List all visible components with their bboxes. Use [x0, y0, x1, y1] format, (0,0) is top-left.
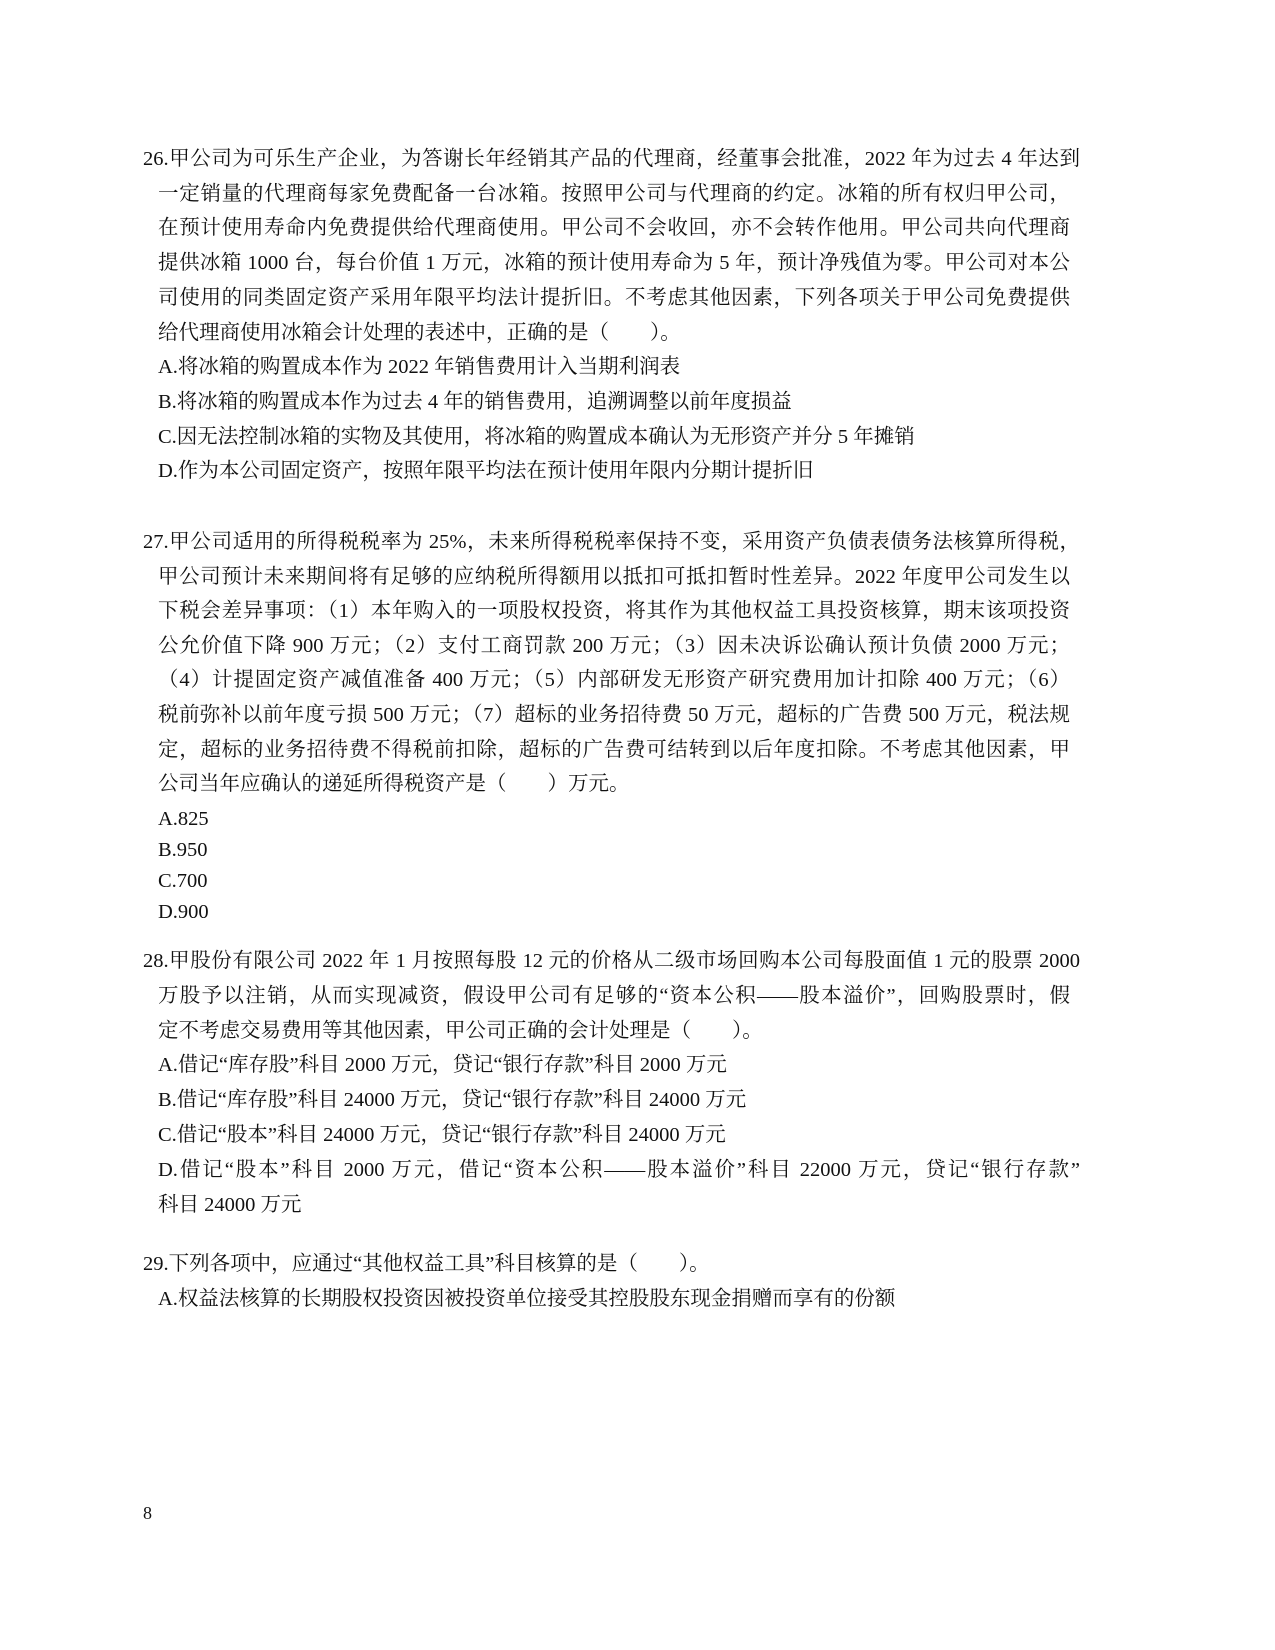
question-stem: 26.甲公司为可乐生产企业，为答谢长年经销其产品的代理商，经董事会批准，2022 年为过去 4 年达到	[143, 148, 1080, 170]
page-number: 8	[143, 1503, 152, 1523]
question-stem-line: 定不考虑交易费用等其他因素，甲公司正确的会计处理是（ ）。	[158, 1019, 763, 1042]
question-stem-line: 甲公司预计未来期间将有足够的应纳税所得额用以抵扣可抵扣暂时性差异。2022 年度甲公司发生以	[158, 565, 1070, 588]
answer-option-A: A.825	[158, 807, 209, 830]
answer-option-D: D.900	[158, 901, 209, 924]
answer-option-A: A.权益法核算的长期股权投资因被投资单位接受其控股股东现金捐赠而享有的份额	[158, 1287, 896, 1310]
question-stem: 28.甲股份有限公司 2022 年 1 月按照每股 12 元的价格从二级市场回购本公司每股面值 1 元的股票 2000	[143, 950, 1080, 972]
answer-option-D: 科目 24000 万元	[158, 1193, 302, 1216]
question-stem-line: 给代理商使用冰箱会计处理的表述中，正确的是（ ）。	[158, 321, 681, 344]
answer-option-B: B.950	[158, 839, 208, 861]
question-stem-line: 在预计使用寿命内免费提供给代理商使用。甲公司不会收回，亦不会转作他用。甲公司共向代理商	[158, 217, 1070, 240]
answer-option-D: D.作为本公司固定资产，按照年限平均法在预计使用年限内分期计提折旧	[158, 460, 814, 483]
question-stem-line: （4）计提固定资产减值准备 400 万元；（5）内部研发无形资产研究费用加计扣除 400 万元；（6）	[158, 669, 1070, 692]
question-stem-line: 定，超标的业务招待费不得税前扣除，超标的广告费可结转到以后年度扣除。不考虑其他因素，甲	[158, 738, 1070, 761]
question-stem: 29.下列各项中，应通过“其他权益工具”科目核算的是（ ）。	[143, 1253, 710, 1275]
answer-option-B: B.借记“库存股”科目 24000 万元，贷记“银行存款”科目 24000 万元	[158, 1089, 747, 1112]
answer-option-A: A.将冰箱的购置成本作为 2022 年销售费用计入当期利润表	[158, 356, 681, 379]
answer-option-C: C.因无法控制冰箱的实物及其使用，将冰箱的购置成本确认为无形资产并分 5 年摊销	[158, 425, 915, 448]
answer-option-B: B.将冰箱的购置成本作为过去 4 年的销售费用，追溯调整以前年度损益	[158, 390, 792, 413]
question-stem-line: 万股予以注销，从而实现减资，假设甲公司有足够的“资本公积——股本溢价”，回购股票时，假	[158, 984, 1070, 1007]
question-stem-line: 公允价值下降 900 万元；（2）支付工商罚款 200 万元；（3）因未决诉讼确认预计负债 2000 万元；	[158, 634, 1070, 657]
question-stem-line: 公司当年应确认的递延所得税资产是（ ）万元。	[158, 773, 630, 796]
question-stem: 27.甲公司适用的所得税税率为 25%，未来所得税税率保持不变，采用资产负债表债务法核算所得税，	[143, 531, 1080, 553]
question-stem-line: 提供冰箱 1000 台，每台价值 1 万元，冰箱的预计使用寿命为 5 年，预计净残值为零。甲公司对本公	[158, 252, 1070, 275]
answer-option-C: C.借记“股本”科目 24000 万元，贷记“银行存款”科目 24000 万元	[158, 1124, 726, 1146]
question-stem-line: 司使用的同类固定资产采用年限平均法计提折旧。不考虑其他因素，下列各项关于甲公司免费提供	[158, 286, 1070, 309]
question-stem-line: 税前弥补以前年度亏损 500 万元；（7）超标的业务招待费 50 万元，超标的广告费 500 万元，税法规	[158, 704, 1070, 726]
question-stem-line: 下税会差异事项：（1）本年购入的一项股权投资，将其作为其他权益工具投资核算，期末该项投资	[158, 600, 1070, 623]
answer-option-A: A.借记“库存股”科目 2000 万元，贷记“银行存款”科目 2000 万元	[158, 1054, 727, 1077]
answer-option-D: D.借记“股本”科目 2000 万元，借记“资本公积——股本溢价”科目 22000 万元，贷记“银行存款”	[158, 1158, 1080, 1181]
question-stem-line: 一定销量的代理商每家免费配备一台冰箱。按照甲公司与代理商的约定。冰箱的所有权归甲公司，	[158, 182, 1070, 205]
answer-option-C: C.700	[158, 870, 208, 893]
